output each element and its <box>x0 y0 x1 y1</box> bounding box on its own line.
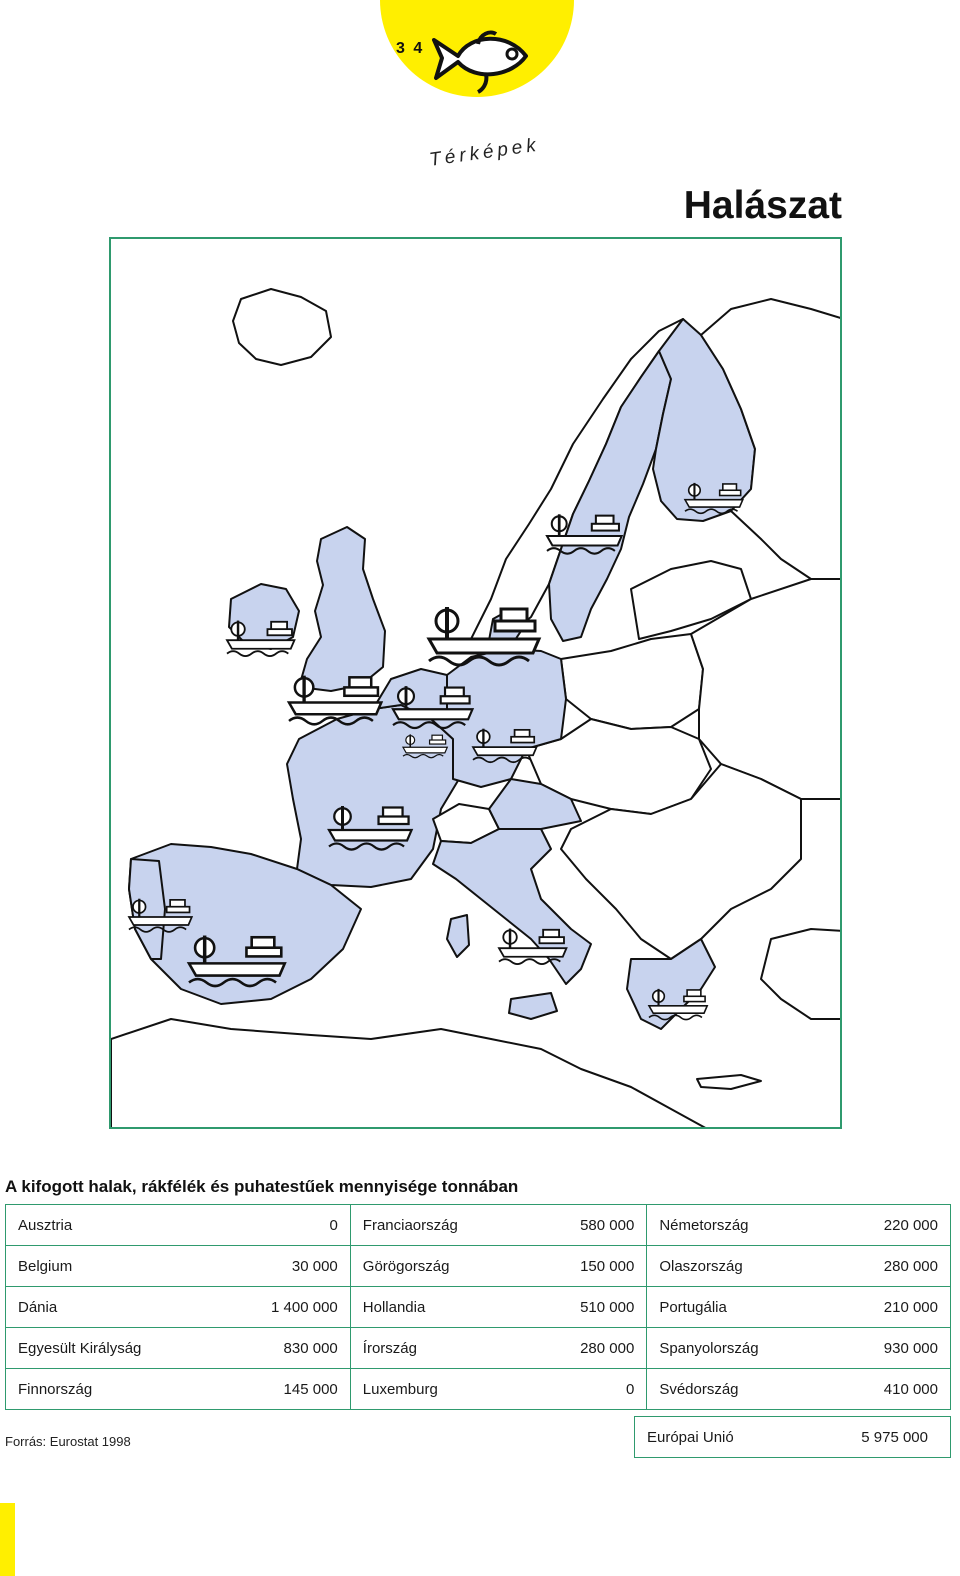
country-name: Görögország <box>362 1257 450 1275</box>
europe-fishing-map <box>109 237 842 1129</box>
page-title: Halászat <box>683 184 842 227</box>
fish-icon <box>430 26 530 96</box>
table-cell <box>647 1205 951 1246</box>
great-britain <box>299 527 385 691</box>
catch-value: 930 000 <box>883 1339 938 1357</box>
table-cell <box>6 1369 351 1410</box>
france <box>287 705 459 887</box>
country-name: Ausztria <box>18 1216 73 1234</box>
table-row <box>6 1287 951 1328</box>
catch-table <box>5 1204 951 1410</box>
table-cell <box>647 1287 951 1328</box>
table-cell <box>647 1246 951 1287</box>
section-label: Térképek <box>428 134 542 171</box>
catch-value: 0 <box>625 1380 635 1398</box>
catch-value: 220 000 <box>883 1216 938 1234</box>
table-cell <box>6 1328 351 1369</box>
country-name: Németország <box>659 1216 749 1234</box>
eu-total-value: 5 975 000 <box>861 1428 928 1446</box>
crete <box>697 1075 761 1089</box>
table-cell <box>6 1246 351 1287</box>
table-row <box>6 1205 951 1246</box>
country-name: Franciaország <box>362 1216 458 1234</box>
country-name: Luxemburg <box>362 1380 438 1398</box>
sardinia <box>447 915 469 957</box>
iceland <box>233 289 331 365</box>
country-name: Portugália <box>659 1298 727 1316</box>
catch-value: 580 000 <box>580 1216 635 1234</box>
source-note: Forrás: Eurostat 1998 <box>5 1434 131 1449</box>
table-cell <box>647 1328 951 1369</box>
table-cell <box>350 1328 647 1369</box>
catch-value: 1 400 000 <box>271 1298 338 1316</box>
catch-value: 830 000 <box>283 1339 338 1357</box>
table-row <box>6 1246 951 1287</box>
catch-value: 280 000 <box>883 1257 938 1275</box>
country-name: Olaszország <box>659 1257 743 1275</box>
catch-value: 150 000 <box>580 1257 635 1275</box>
catch-value: 410 000 <box>883 1380 938 1398</box>
catch-value: 30 000 <box>291 1257 338 1275</box>
country-name: Egyesült Királyság <box>18 1339 142 1357</box>
poland <box>561 634 703 729</box>
table-row <box>6 1328 951 1369</box>
catch-value: 0 <box>329 1216 338 1234</box>
table-cell <box>350 1205 647 1246</box>
country-name: Dánia <box>18 1298 58 1316</box>
table-cell <box>647 1369 951 1410</box>
catch-value: 510 000 <box>580 1298 635 1316</box>
table-row <box>6 1369 951 1410</box>
table-title: A kifogott halak, rákfélék és puhatestűek mennyisége tonnában <box>5 1177 519 1196</box>
turkey <box>761 929 842 1019</box>
table-cell <box>6 1287 351 1328</box>
country-name: Írország <box>362 1339 417 1357</box>
margin-bar <box>0 1503 15 1576</box>
table-cell <box>350 1287 647 1328</box>
north-africa <box>111 1019 711 1129</box>
map-canvas <box>111 239 842 1129</box>
country-name: Hollandia <box>362 1298 426 1316</box>
page-number: 3 4 <box>396 40 425 57</box>
eu-total-label: Európai Unió <box>647 1428 734 1446</box>
table-cell <box>6 1205 351 1246</box>
catch-value: 280 000 <box>580 1339 635 1357</box>
country-name: Belgium <box>18 1257 73 1275</box>
table-cell <box>350 1246 647 1287</box>
sicily <box>509 993 557 1019</box>
eu-total-row <box>634 1416 951 1458</box>
country-name: Spanyolország <box>659 1339 759 1357</box>
country-name: Svédország <box>659 1380 739 1398</box>
catch-value: 210 000 <box>883 1298 938 1316</box>
catch-value: 145 000 <box>283 1380 338 1398</box>
country-name: Finnország <box>18 1380 93 1398</box>
table-cell <box>350 1369 647 1410</box>
